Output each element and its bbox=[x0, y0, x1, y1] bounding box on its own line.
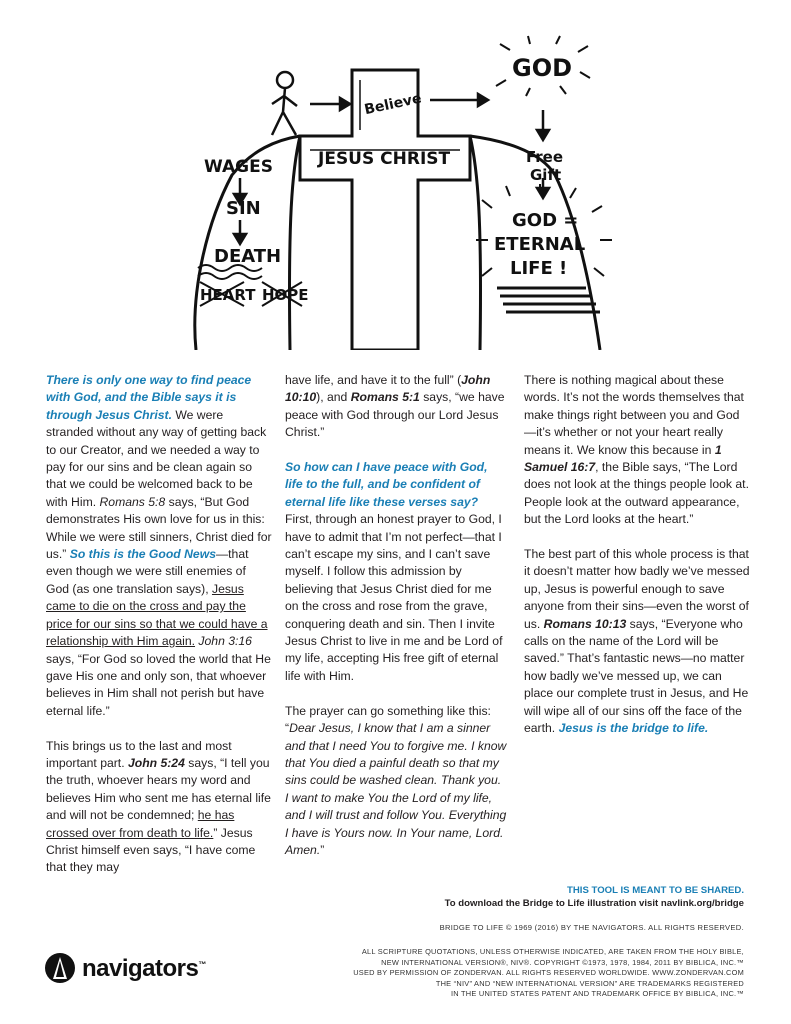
waves-icon bbox=[198, 265, 262, 279]
right-cliff-inner bbox=[470, 136, 481, 350]
bridge-illustration bbox=[0, 0, 791, 350]
column-2 bbox=[285, 372, 507, 877]
label-eternal: ETERNAL bbox=[494, 234, 586, 255]
col2-paragraph-2: So how can I have peace with God, life to the full, and be confident of eternal life like these verses say? First, through an honest prayer to God, I have to admit that I’m not perfect—that I can’t escape my sins, and I can’t save myself. I follow this admission by believing that Jesus Christ died for me on the cross and rose from the grave, conquering death and sin. Then I invite Jesus Christ to live in me and be Lord of my life, accepting His free gift of eternal life with Him. bbox=[285, 460, 503, 683]
person-icon bbox=[272, 72, 297, 135]
stairs-icon bbox=[497, 288, 600, 312]
navigators-logo-icon bbox=[44, 952, 76, 984]
label-god-equals: GOD = bbox=[512, 210, 579, 231]
label-death: DEATH bbox=[214, 246, 282, 267]
column-1 bbox=[46, 372, 272, 894]
left-cliff-inner bbox=[289, 136, 300, 350]
label-gift: Gift bbox=[530, 166, 562, 184]
share-download-link[interactable]: To download the Bridge to Life illustration visit navlink.org/bridge bbox=[444, 898, 744, 909]
bridge-drawing bbox=[0, 0, 791, 350]
col3-paragraph-1: There is nothing magical about these words. It’s not the words themselves that make things right between you and God—it’s whether or not your heart really means it. We know this because in 1 Samuel 16:7, the Bible says, “The Lord does not look at the things people look at. People look at the outward appearance, but the Lord looks at the heart.” bbox=[524, 373, 749, 527]
navigators-logo bbox=[44, 952, 204, 986]
label-sin: SIN bbox=[226, 198, 261, 219]
label-free: Free bbox=[526, 148, 564, 166]
label-wages: WAGES bbox=[204, 157, 273, 177]
label-heart: HEART bbox=[200, 286, 256, 304]
navigators-logo-text: navigators™ bbox=[82, 955, 206, 982]
label-god: GOD bbox=[512, 54, 573, 82]
col2-paragraph-3: The prayer can go something like this: “Dear Jesus, I know that I am a sinner and that I need You to forgive me. I know that You died a painful death so that my sins could be washed clean. Thank you. I want to make You the Lord of my life, and I will trust and follow You. Everything I have is Yours now. In Your name, Lord. Amen.” bbox=[285, 703, 507, 857]
copyright-line: BRIDGE TO LIFE © 1969 (2016) BY THE NAVIGATORS. ALL RIGHTS RESERVED. bbox=[439, 923, 744, 932]
share-notice bbox=[445, 884, 744, 910]
label-hope: HOPE bbox=[262, 286, 309, 304]
label-believe: Believe bbox=[363, 90, 423, 119]
col1-paragraph-2: This brings us to the last and most important part. John 5:24 says, “I tell you the truth, whoever hears my word and believes Him who sent me has eternal life and will not be condemned; he has crossed over from death to life.” Jesus Christ himself even says, “I have come that they may bbox=[46, 738, 271, 875]
label-jesus-christ: JESUS CHRIST bbox=[318, 149, 451, 169]
legal-notice: ALL SCRIPTURE QUOTATIONS, UNLESS OTHERWISE INDICATED, ARE TAKEN FROM THE HOLY BIBLE, NEW INTERNATIONAL VERSION®, NIV®. COPYRIGHT ©1973, 1978, 1984, 2011 BY BIBLICA, INC.™ USED BY PERMISSION OF ZONDERVAN. ALL RIGHTS RESERVED WORLDWIDE. WWW.ZONDERVAN.COM THE “NIV” AND “NEW INTERNATIONAL VERSION” ARE TRADEMARKS REGISTERED IN THE UNITED STATES PATENT AND TRADEMARK OFFICE BY BIBLICA, INC.™ bbox=[353, 947, 744, 999]
col3-paragraph-2: The best part of this whole process is that it doesn’t matter how badly we’ve messed up, Jesus is powerful enough to save anyone from their sins—even the worst of us. Romans 10:13 says, “Everyone who calls on the name of the Lord will be saved.” That’s fantastic news—no matter how badly we’ve messed up, we can place our complete trust in Jesus, and He will wipe all of our sins off the face of the earth. Jesus is the bridge to life. bbox=[524, 547, 750, 736]
share-title: THIS TOOL IS MEANT TO BE SHARED. bbox=[567, 885, 744, 896]
col1-paragraph-1: There is only one way to find peace with God, and the Bible says it is through Jesus Christ. We were stranded without any way of getting back to our Creator, and we needed a way to pay for our sins and be clean again so that we could be welcomed back to be with Him. Romans 5:8 says, “But God demonstrates His own love for us in this: While we were still sinners, Christ died for us.” So this is the Good News—that even though we were still enemies of God (as one translation says), Jesus came to die on the cross and pay the price for our sins so that we could have a relationship with Him again. John 3:16 says, “For God so loved the world that He gave His one and only son, that whoever believes in Him shall not perish but have eternal life.” bbox=[46, 373, 272, 718]
label-life: LIFE ! bbox=[510, 258, 568, 279]
col2-paragraph-1: have life, and have it to the full” (John 10:10), and Romans 5:1 says, “we have peace with God through our Lord Jesus Christ.” bbox=[285, 373, 505, 440]
column-3 bbox=[524, 372, 750, 755]
